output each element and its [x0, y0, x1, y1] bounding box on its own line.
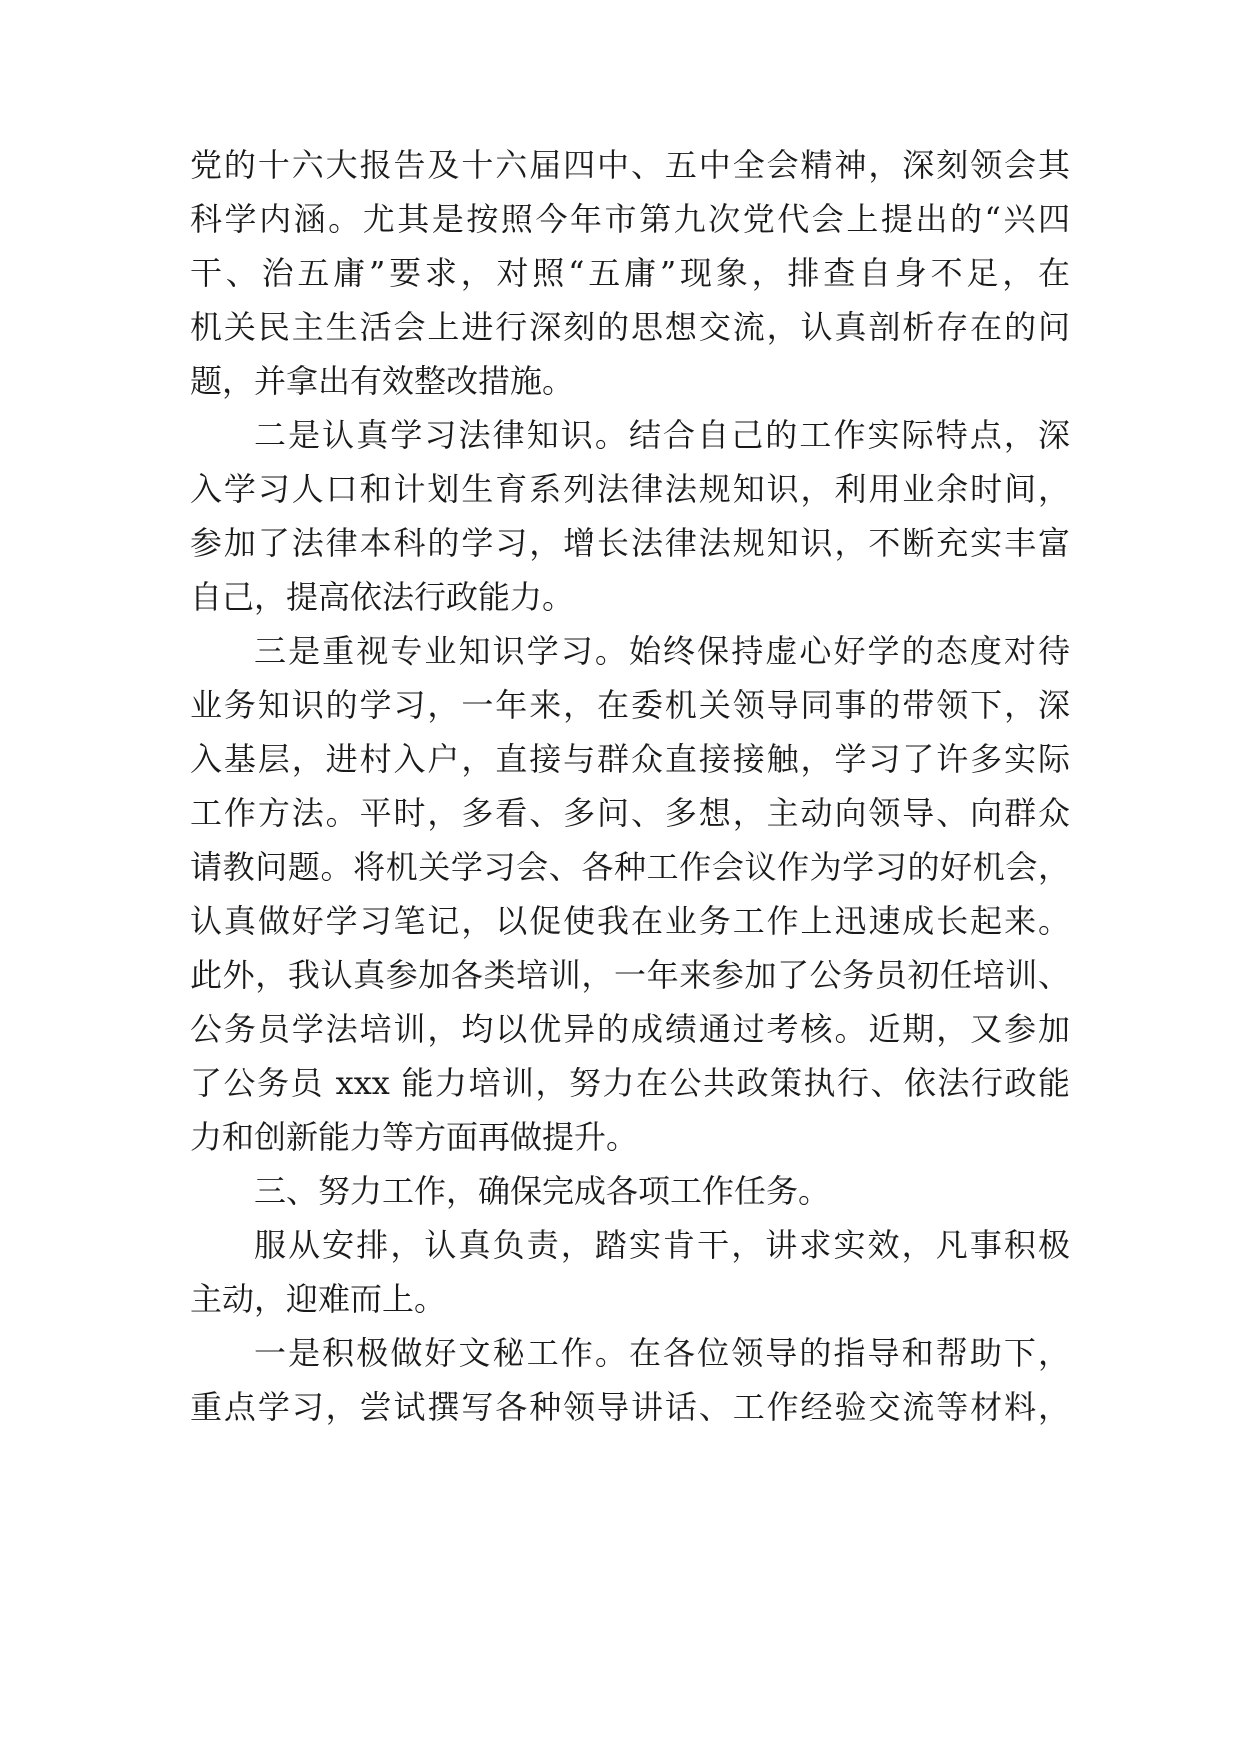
text-line: 党的十六大报告及十六届四中、五中全会精神，深刻领会其 — [190, 146, 1070, 184]
text-line: 公务员学法培训，均以优异的成绩通过考核。近期，又参加 — [190, 1010, 1070, 1048]
text-line: 入基层，进村入户，直接与群众直接接触，学习了许多实际 — [190, 740, 1070, 778]
text-line: 自己，提高依法行政能力。 — [190, 578, 575, 616]
text-line: 干、治五庸”要求，对照“五庸”现象，排查自身不足，在 — [190, 254, 1070, 292]
text-line: 业务知识的学习，一年来，在委机关领导同事的带领下，深 — [190, 686, 1070, 724]
paragraph-first-line: 服从安排，认真负责，踏实肯干，讲求实效，凡事积极 — [254, 1226, 1070, 1264]
paragraph-first-line: 二是认真学习法律知识。结合自己的工作实际特点，深 — [254, 416, 1070, 454]
text-line: 题，并拿出有效整改措施。 — [190, 362, 575, 400]
text-line: 此外，我认真参加各类培训，一年来参加了公务员初任培训、 — [190, 956, 1070, 994]
section-heading: 三、努力工作，确保完成各项工作任务。 — [254, 1172, 831, 1210]
text-line: 科学内涵。尤其是按照今年市第九次党代会上提出的“兴四 — [190, 200, 1070, 238]
paragraph-first-line: 三是重视专业知识学习。始终保持虚心好学的态度对待 — [254, 632, 1070, 670]
text-line: 力和创新能力等方面再做提升。 — [190, 1118, 639, 1156]
text-line: 机关民主生活会上进行深刻的思想交流，认真剖析存在的问 — [190, 308, 1070, 346]
text-line: 认真做好学习笔记，以促使我在业务工作上迅速成长起来。 — [190, 902, 1070, 940]
text-line: 请教问题。将机关学习会、各种工作会议作为学习的好机会， — [190, 848, 1070, 886]
paragraph-first-line: 一是积极做好文秘工作。在各位领导的指导和帮助下， — [254, 1334, 1070, 1372]
text-line: 重点学习，尝试撰写各种领导讲话、工作经验交流等材料， — [190, 1388, 1070, 1426]
text-line: 参加了法律本科的学习，增长法律法规知识，不断充实丰富 — [190, 524, 1070, 562]
text-line: 工作方法。平时，多看、多问、多想，主动向领导、向群众 — [190, 794, 1070, 832]
text-line: 入学习人口和计划生育系列法律法规知识，利用业余时间， — [190, 470, 1070, 508]
text-line: 主动，迎难而上。 — [190, 1280, 447, 1318]
text-line: 了公务员 xxx 能力培训，努力在公共政策执行、依法行政能 — [190, 1064, 1070, 1102]
